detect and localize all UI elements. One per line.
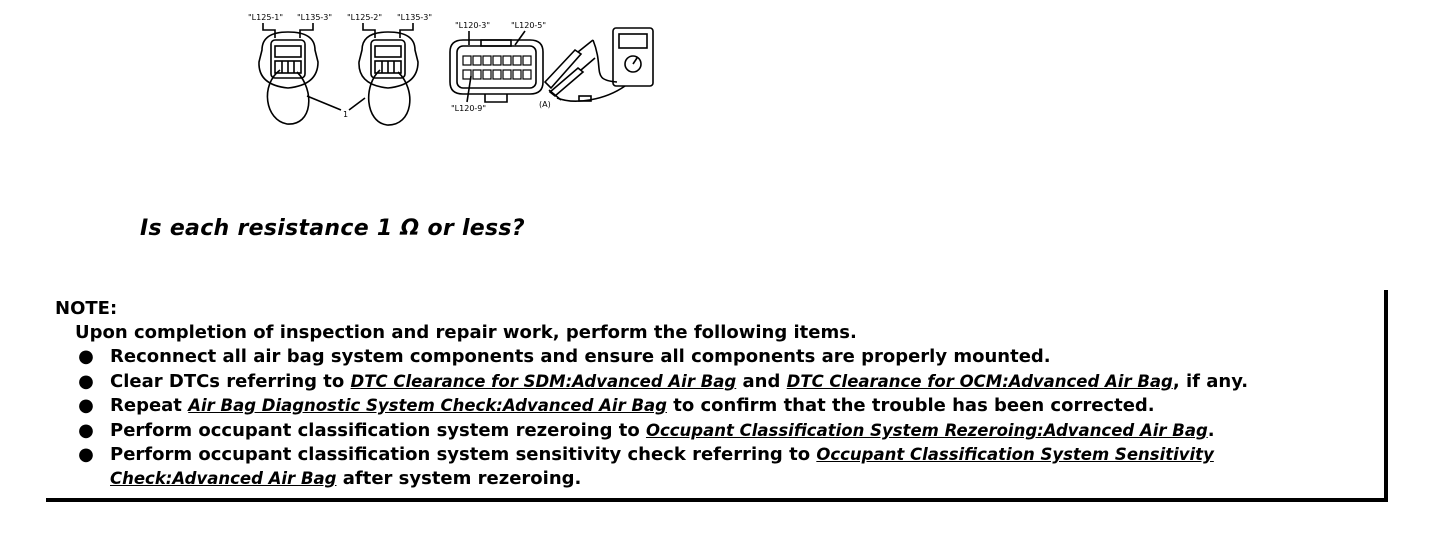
link-occupant-sensitivity-check-cont[interactable]: Check:Advanced Air Bag <box>110 469 337 488</box>
link-occupant-sensitivity-check[interactable]: Occupant Classification System Sensitivity <box>816 445 1214 464</box>
note-item-mid: and <box>736 371 787 392</box>
label-l120-3: "L120-3" <box>455 21 491 30</box>
link-dtc-clearance-sdm[interactable]: DTC Clearance for SDM:Advanced Air Bag <box>350 372 737 391</box>
label-l135-3-a: "L135-3" <box>297 13 333 22</box>
bullet-icon: ● <box>78 371 94 392</box>
link-occupant-rezeroing[interactable]: Occupant Classification System Rezeroing:Advanced Air Bag <box>645 421 1208 440</box>
note-item-text <box>110 443 1214 467</box>
bullet-icon: ● <box>78 444 94 465</box>
label-1: 1 <box>343 110 349 119</box>
note-intro: Upon completion of inspection and repair work, perform the following items. <box>75 322 857 343</box>
note-item-post: , if any. <box>1172 371 1249 392</box>
note-item-post: after system rezeroing. <box>336 468 582 489</box>
label-l120-9: "L120-9" <box>451 104 487 113</box>
note-item-text <box>110 394 1155 418</box>
note-item-post: to confirm that the trouble has been corrected. <box>666 395 1155 416</box>
link-dtc-clearance-ocm[interactable]: DTC Clearance for OCM:Advanced Air Bag <box>786 372 1173 391</box>
note-item-pre: Clear DTCs referring to <box>110 371 351 392</box>
note-item-text <box>110 370 1248 394</box>
note-item-text <box>110 419 1215 443</box>
connector-diagram <box>245 10 655 132</box>
label-l125-1: "L125-1" <box>248 13 284 22</box>
label-l135-3-b: "L135-3" <box>397 13 433 22</box>
note-item-pre: Perform occupant classification system rezeroing to <box>110 420 646 441</box>
bullet-icon: ● <box>78 420 94 441</box>
question-text: Is each resistance 1 Ω or less? <box>140 216 525 241</box>
note-item-pre: Repeat <box>110 395 189 416</box>
note-item-pre: Perform occupant classification system sensitivity check referring to <box>110 444 817 465</box>
label-a: (A) <box>539 100 551 109</box>
note-item-text: Reconnect all air bag system components and ensure all components are properly mounted. <box>110 346 1051 367</box>
bullet-icon: ● <box>78 395 94 416</box>
bullet-icon: ● <box>78 346 94 367</box>
note-title: NOTE: <box>55 298 118 319</box>
link-air-bag-diagnostic-check[interactable]: Air Bag Diagnostic System Check:Advanced Air Bag <box>188 396 667 415</box>
note-item-text <box>110 467 581 491</box>
label-l125-2: "L125-2" <box>347 13 383 22</box>
label-l120-5: "L120-5" <box>511 21 547 30</box>
note-item-post: . <box>1207 420 1215 441</box>
